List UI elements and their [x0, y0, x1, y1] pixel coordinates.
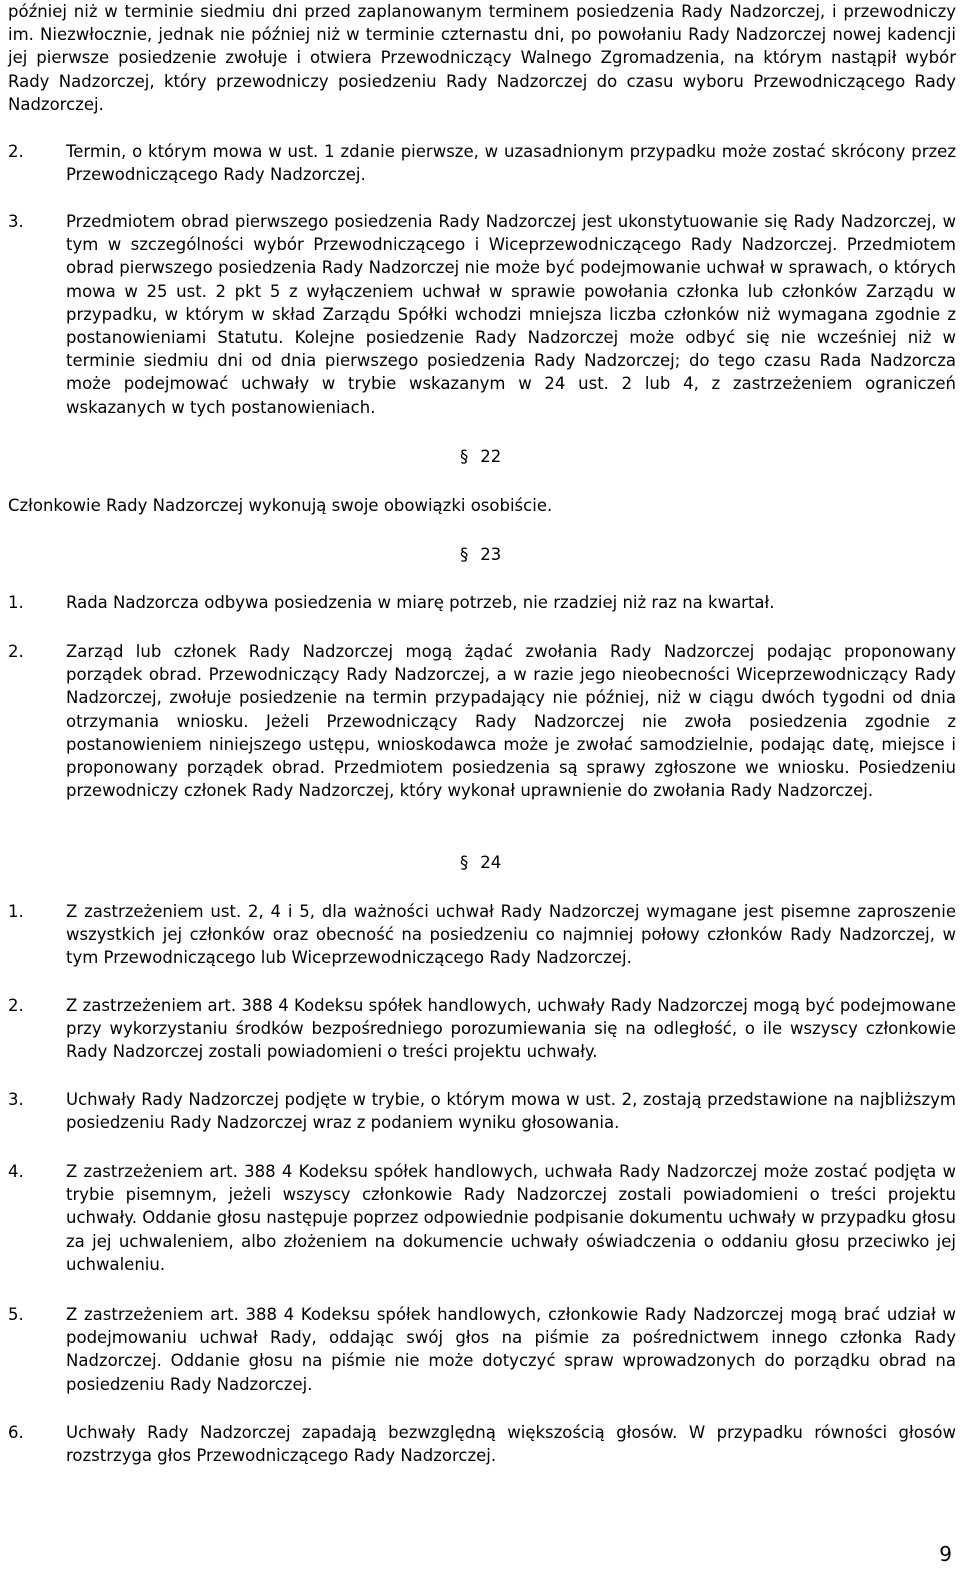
item-text: Rada Nadzorcza odbywa posiedzenia w miarę potrzeb, nie rzadziej niż raz na kwartał. [66, 593, 775, 612]
item-text: Uchwały Rady Nadzorczej zapadają bezwzględną większością głosów. W przypadku równości głosów rozstrzyga głos Przewodniczącego Rady Nadzorczej. [66, 1423, 956, 1466]
item-number: 2. [8, 642, 24, 661]
list-item [8, 1088, 956, 1134]
list-item [8, 900, 956, 970]
section-number: 22 [480, 447, 502, 466]
paragraph: Członkowie Rady Nadzorczej wykonują swoje obowiązki osobiście. [8, 496, 553, 515]
item-number: 1. [8, 902, 24, 921]
section-number: 23 [480, 545, 502, 564]
item-number: 1. [8, 593, 24, 612]
section-sign-icon: § [460, 545, 469, 564]
list-item [8, 994, 956, 1064]
section-sign-icon: § [460, 853, 469, 872]
list-item [8, 640, 956, 802]
item-number: 2. [8, 142, 24, 161]
item-text: Termin, o którym mowa w ust. 1 zdanie pierwsze, w uzasadnionym przypadku może zostać skrócony przez Przewodniczącego Rady Nadzorczej. [66, 142, 956, 185]
section-heading [460, 851, 580, 874]
item-number: 3. [8, 212, 24, 231]
item-text: Z zastrzeżeniem art. 388 4 Kodeksu spółek handlowych, członkowie Rady Nadzorczej mogą brać udział w podejmowaniu uchwał Rady, oddając swój głos na piśmie za pośrednictwem innego członka Rady Nadzorczej. Oddanie głosu na piśmie nie może dotyczyć spraw wprowadzonych do porządku obrad na posiedzeniu Rady Nadzorczej. [66, 1305, 956, 1394]
list-item [8, 140, 956, 186]
list-item [8, 1421, 956, 1467]
item-number: 3. [8, 1090, 24, 1109]
item-text: Z zastrzeżeniem art. 388 4 Kodeksu spółek handlowych, uchwała Rady Nadzorczej może zostać podjęta w trybie pisemnym, jeżeli wszyscy członkowie Rady Nadzorczej zostali powiadomieni o treści projektu uchwały. Oddanie głosu następuje poprzez odpowiednie podpisanie dokumentu uchwały w przypadku głosu za jej uchwaleniem, albo złożeniem na dokumencie uchwały oświadczenia o oddaniu głosu przeciwko jej uchwaleniu. [66, 1162, 956, 1274]
item-number: 5. [8, 1305, 24, 1324]
list-item [8, 210, 956, 419]
section-number: 24 [480, 853, 502, 872]
item-text: Z zastrzeżeniem ust. 2, 4 i 5, dla ważności uchwał Rady Nadzorczej wymagane jest pisemne zaproszenie wszystkich jej członków oraz obecność na posiedzeniu co najmniej połowy członków Rady Nadzorczej, w tym Przewodniczącego lub Wiceprzewodniczącego Rady Nadzorczej. [66, 902, 956, 968]
section-sign-icon: § [460, 447, 469, 466]
list-item [8, 1303, 956, 1396]
item-text: Z zastrzeżeniem art. 388 4 Kodeksu spółek handlowych, uchwały Rady Nadzorczej mogą być podejmowane przy wykorzystaniu środków bezpośredniego porozumiewania się na odległość, o ile wszyscy członkowie Rady Nadzorczej zostali powiadomieni o treści projektu uchwały. [66, 996, 956, 1062]
section-heading [460, 543, 580, 566]
list-item [8, 591, 956, 614]
list-item [8, 1160, 956, 1276]
item-number: 4. [8, 1162, 24, 1181]
page-number: 9 [939, 1542, 952, 1566]
item-text: Uchwały Rady Nadzorczej podjęte w trybie, o którym mowa w ust. 2, zostają przedstawione na najbliższym posiedzeniu Rady Nadzorczej wraz z podaniem wyniku głosowania. [66, 1090, 956, 1133]
item-text: Zarząd lub członek Rady Nadzorczej mogą żądać zwołania Rady Nadzorczej podając proponowany porządek obrad. Przewodniczący Rady Nadzorczej, a w razie jego nieobecności Wiceprzewodniczący Rady Nadzorczej, zwołuje posiedzenie na termin przypadający nie później, niż w ciągu dwóch tygodni od dnia otrzymania wniosku. Jeżeli Przewodniczący Rady Nadzorczej nie zwoła posiedzenia zgodnie z postanowieniem niniejszego ustępu, wnioskodawca może je zwołać samodzielnie, podając datę, miejsce i proponowany porządek obrad. Przedmiotem posiedzenia są sprawy zgłoszone we wniosku. Posiedzeniu przewodniczy członek Rady Nadzorczej, który wykonał uprawnienie do zwołania Rady Nadzorczej. [66, 642, 956, 801]
paragraph-continuation: później niż w terminie siedmiu dni przed zaplanowanym terminem posiedzenia Rady Nadzorczej, i przewodniczy im. Niezwłocznie, jednak nie później niż w terminie czternastu dni, po powołaniu Rady Nadzorczej nowej kadencji jej pierwsze posiedzenie zwołuje i otwiera Przewodniczący Walnego Zgromadzenia, na którym nastąpił wybór Rady Nadzorczej, który przewodniczy posiedzeniu Rady Nadzorczej do czasu wyboru Przewodniczącego Rady Nadzorczej. [8, 2, 956, 114]
item-number: 6. [8, 1423, 24, 1442]
section-heading [460, 445, 580, 468]
item-number: 2. [8, 996, 24, 1015]
item-text: Przedmiotem obrad pierwszego posiedzenia Rady Nadzorczej jest ukonstytuowanie się Rady Nadzorczej, w tym w szczególności wybór Przewodniczącego i Wiceprzewodniczącego Rady Nadzorczej. Przedmiotem obrad pierwszego posiedzenia Rady Nadzorczej nie może być podejmowanie uchwał w sprawach, o których mowa w 25 ust. 2 pkt 5 z wyłączeniem uchwał w sprawie powołania członka lub członków Zarządu w przypadku, w którym w skład Zarządu Spółki wchodzi mniejsza liczba członków niż wymagana zgodnie z postanowieniami Statutu. Kolejne posiedzenie Rady Nadzorczej może odbyć się nie wcześniej niż w terminie siedmiu dni od dnia pierwszego posiedzenia Rady Nadzorczej; do tego czasu Rada Nadzorcza może podejmować uchwały w trybie wskazanym w 24 ust. 2 lub 4, z zastrzeżeniem ograniczeń wskazanych w tych postanowieniach. [66, 212, 956, 417]
